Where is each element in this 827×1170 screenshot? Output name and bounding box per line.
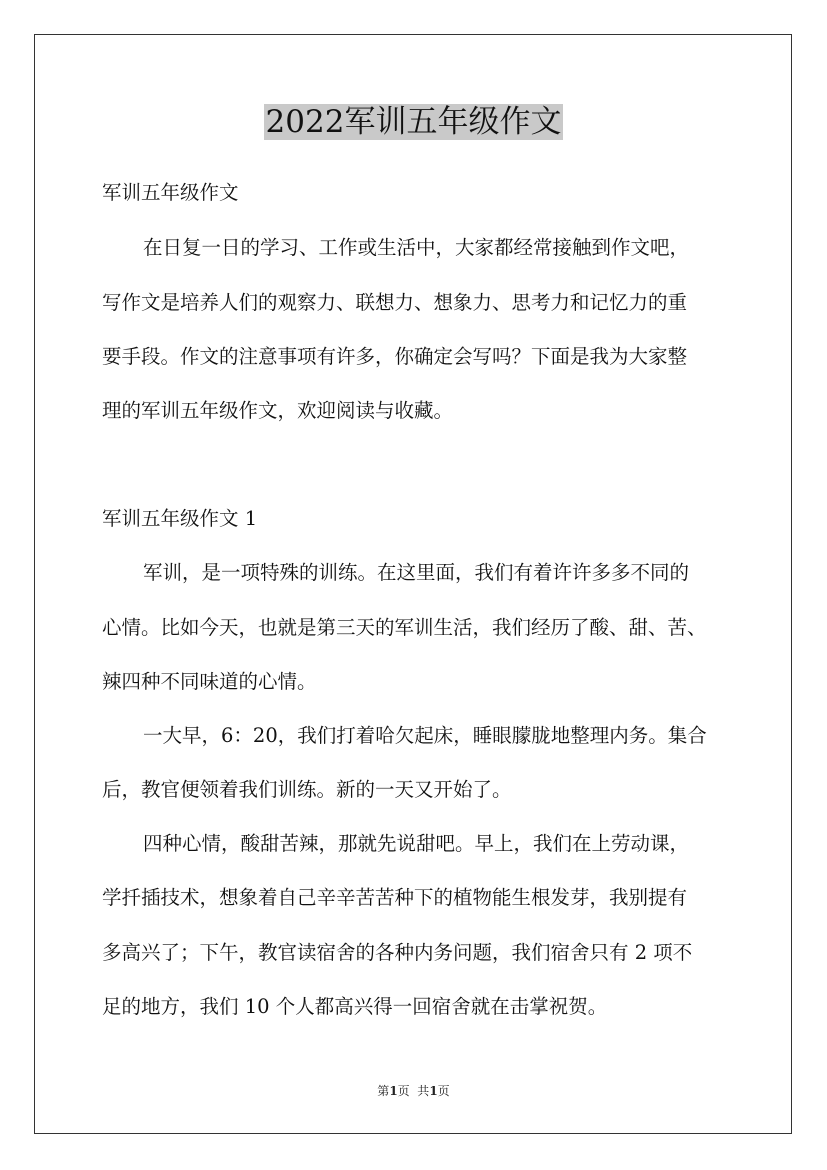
footer-page-total: 1 [429,1084,438,1098]
paragraph1-line-3: 辣四种不同味道的心情。 [102,670,317,693]
intro-line-4: 理的军训五年级作文，欢迎阅读与收藏。 [102,399,454,422]
document-title-text: 2022军训五年级作文 [265,104,562,140]
document-title [0,102,827,142]
paragraph3-line-4: 足的地方，我们 10 个人都高兴得一回宿舍就在击掌祝贺。 [102,995,608,1018]
paragraph1-line-2: 心情。比如今天，也就是第三天的军训生活，我们经历了酸、甜、苦、 [102,616,707,639]
footer-page-prefix: 第 [377,1084,390,1098]
paragraph3-line-3: 多高兴了；下午，教官读宿舍的各种内务问题，我们宿舍只有 2 项不 [102,941,693,964]
paragraph2-line-2: 后，教官便领着我们训练。新的一天又开始了。 [102,778,512,801]
intro-line-2: 写作文是培养人们的观察力、联想力、想象力、思考力和记忆力的重 [102,291,688,314]
paragraph3-line-2: 学扦插技术，想象着自己辛辛苦苦种下的植物能生根发芽，我别提有 [102,886,688,909]
section-heading: 军训五年级作文 1 [102,507,258,530]
intro-line-1: 在日复一日的学习、工作或生活中，大家都经常接触到作文吧， [143,236,690,259]
paragraph2-line-1: 一大早，6：20，我们打着哈欠起床，睡眼朦胧地整理内务。集合 [143,724,707,747]
footer-page-mid: 页 共 [397,1084,430,1098]
page-footer [0,1083,827,1099]
intro-line-3: 要手段。作文的注意事项有许多，你确定会写吗？下面是我为大家整 [102,345,688,368]
footer-page-current: 1 [389,1084,398,1098]
paragraph3-line-1: 四种心情，酸甜苦辣，那就先说甜吧。早上，我们在上劳动课， [143,832,690,855]
footer-page-suffix: 页 [437,1084,450,1098]
paragraph1-line-1: 军训，是一项特殊的训练。在这里面，我们有着许许多多不同的 [143,561,690,584]
document-subtitle: 军训五年级作文 [102,181,239,204]
